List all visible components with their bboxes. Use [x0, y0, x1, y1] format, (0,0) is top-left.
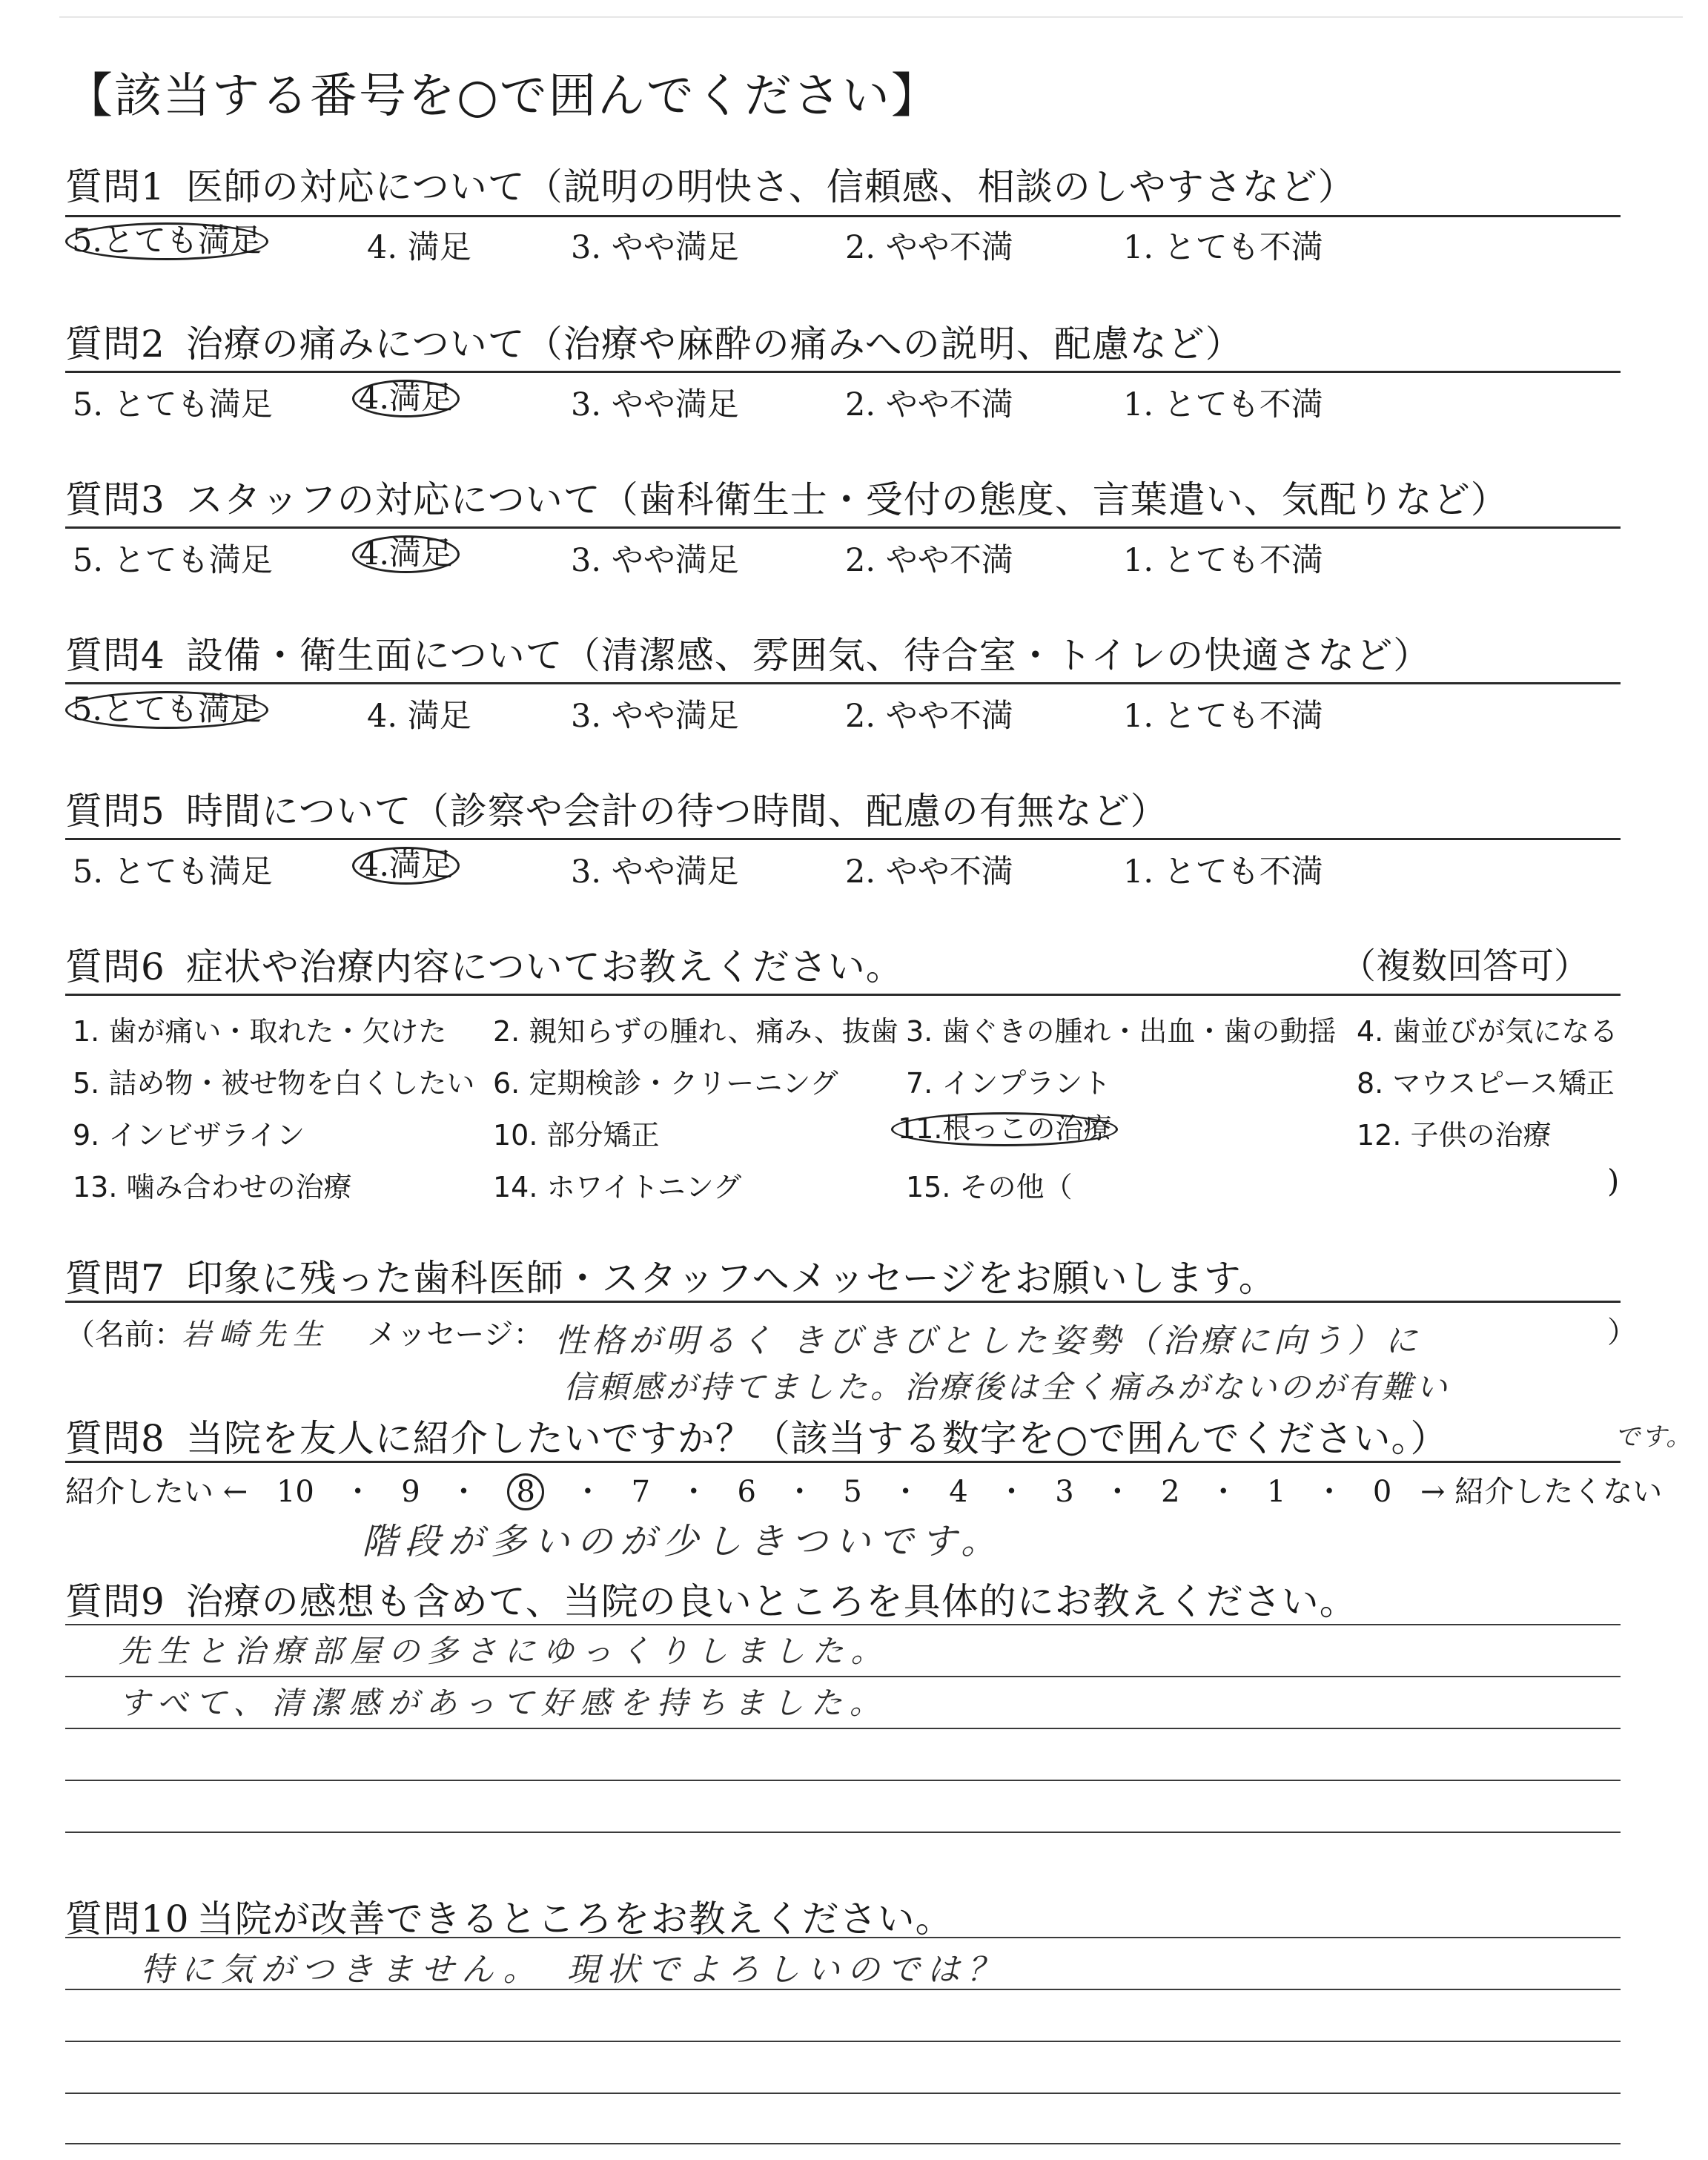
q8-comment-handwritten[interactable]: 階段が多いのが少しきついです。 — [362, 1521, 1004, 1562]
option-1[interactable]: 1. とても不満 — [1123, 853, 1323, 891]
top-border — [59, 16, 1683, 18]
option-2[interactable]: 2. やや不満 — [845, 853, 1013, 891]
option-1[interactable]: 1. とても不満 — [1123, 229, 1323, 266]
message-handwritten-line-3[interactable]: です。 — [1615, 1422, 1693, 1452]
question-number: 質問7 — [65, 1257, 165, 1300]
list-item-selected[interactable] — [898, 1112, 1118, 1146]
option-2[interactable]: 2. やや不満 — [845, 698, 1013, 735]
question-8 — [65, 1409, 1448, 1462]
list-item[interactable]: 8. マウスピース矯正 — [1357, 1067, 1615, 1100]
question-number: 質問8 — [65, 1417, 165, 1460]
list-item[interactable]: 1. 歯が痛い・取れた・欠けた — [73, 1015, 447, 1048]
question-text: 時間について（診察や会計の待つ時間、配慮の有無など） — [185, 790, 1168, 833]
scale-10[interactable]: 10 — [276, 1475, 314, 1509]
option-3[interactable]: 3. やや満足 — [571, 229, 739, 266]
list-item[interactable]: 3. 歯ぐきの腫れ・出血・歯の動揺 — [906, 1015, 1337, 1048]
option-4[interactable]: 4. 満足 — [367, 229, 471, 266]
list-item[interactable]: 6. 定期検診・クリーニング — [493, 1067, 838, 1100]
question-text: 治療の感想も含めて、当院の良いところを具体的にお教えください。 — [185, 1580, 1357, 1623]
scale-3[interactable]: 3 — [1055, 1475, 1074, 1509]
selection-circle: 5.とても満足 — [65, 691, 268, 729]
divider — [65, 994, 1621, 996]
list-item[interactable]: 12. 子供の治療 — [1357, 1119, 1552, 1152]
list-item[interactable]: 7. インプラント — [906, 1067, 1111, 1100]
writing-line — [65, 1937, 1621, 1938]
question-number: 質問2 — [65, 323, 165, 366]
message-label: メッセージ： — [367, 1318, 543, 1352]
question-5 — [65, 782, 1168, 835]
question-text: スタッフの対応について（歯科衛生士・受付の態度、言葉遣い、気配りなど） — [185, 478, 1509, 521]
other-close-paren: ) — [1607, 1163, 1620, 1199]
divider — [65, 526, 1621, 529]
scale-dot: ・ — [996, 1475, 1027, 1509]
option-2[interactable]: 2. やや不満 — [845, 542, 1013, 579]
divider — [65, 215, 1621, 217]
scale-dot: ・ — [1208, 1475, 1239, 1509]
selection-circle: 4.満足 — [352, 535, 460, 573]
writing-line — [65, 1832, 1621, 1833]
scale-dot: ・ — [572, 1475, 603, 1509]
scale-left-label: 紹介したい ← — [65, 1475, 248, 1509]
scale-dot: ・ — [678, 1475, 709, 1509]
list-item[interactable]: 2. 親知らずの腫れ、痛み、抜歯 — [493, 1015, 898, 1048]
option-5[interactable]: 5. とても満足 — [73, 853, 273, 891]
option-1[interactable]: 1. とても不満 — [1123, 542, 1323, 579]
selection-circle: 5.とても満足 — [65, 222, 268, 260]
question-number: 質問1 — [65, 165, 165, 208]
question-7 — [65, 1249, 1277, 1302]
option-5[interactable]: 5. とても満足 — [73, 542, 273, 579]
question-6 — [65, 937, 904, 991]
divider — [65, 371, 1621, 373]
name-handwritten[interactable]: 岩崎先生 — [182, 1318, 330, 1352]
list-item[interactable]: 4. 歯並びが気になる — [1357, 1015, 1618, 1048]
q10-answer-line-1[interactable]: 特に気がつきません。 現状でよろしいのでは？ — [141, 1951, 1007, 1989]
message-close-paren: ） — [1607, 1315, 1637, 1350]
option-5[interactable]: 5. とても満足 — [73, 386, 273, 423]
option-4[interactable] — [360, 380, 460, 417]
question-2 — [65, 314, 1243, 368]
list-item[interactable]: 5. 詰め物・被せ物を白くしたい — [73, 1067, 475, 1100]
divider — [65, 1461, 1621, 1463]
scale-dot: ・ — [784, 1475, 815, 1509]
list-item[interactable]: 15. その他（ — [906, 1171, 1073, 1203]
option-4[interactable] — [360, 535, 460, 573]
option-5[interactable] — [73, 691, 268, 729]
writing-line — [65, 2143, 1621, 2144]
recommend-scale — [65, 1468, 1681, 1510]
scale-dot: ・ — [890, 1475, 921, 1509]
question-number: 質問10 — [65, 1898, 190, 1941]
scale-6[interactable]: 6 — [737, 1475, 756, 1509]
question-text: 治療の痛みについて（治療や麻酔の痛みへの説明、配慮など） — [185, 323, 1243, 366]
scale-4[interactable]: 4 — [949, 1475, 968, 1509]
scale-8-selected[interactable]: 8 — [507, 1473, 544, 1510]
scale-0[interactable]: 0 — [1372, 1475, 1392, 1509]
list-item[interactable]: 14. ホワイトニング — [493, 1171, 742, 1203]
question-text: 医師の対応について（説明の明快さ、信頼感、相談のしやすさなど） — [185, 165, 1356, 208]
writing-line — [65, 1780, 1621, 1781]
option-4[interactable] — [360, 847, 460, 885]
scale-7[interactable]: 7 — [631, 1475, 651, 1509]
q9-answer-line-1[interactable]: 先生と治療部屋の多さにゆっくりしました。 — [119, 1633, 890, 1669]
question-number: 質問9 — [65, 1580, 165, 1623]
question-text: 当院が改善できるところをお教えください。 — [196, 1898, 953, 1941]
divider — [65, 1301, 1621, 1303]
option-5[interactable] — [73, 222, 268, 260]
question-10 — [65, 1889, 953, 1943]
question-3 — [65, 470, 1509, 524]
option-2[interactable]: 2. やや不満 — [845, 229, 1013, 266]
list-item[interactable]: 9. インビザライン — [73, 1119, 305, 1152]
question-text: 当院を友人に紹介したいですか？（該当する数字を○で囲んでください。） — [185, 1417, 1449, 1460]
selection-circle: 4.満足 — [352, 847, 460, 885]
question-4 — [65, 626, 1431, 679]
question-text: 印象に残った歯科医師・スタッフへメッセージをお願いします。 — [185, 1257, 1277, 1300]
scale-dot: ・ — [1102, 1475, 1133, 1509]
writing-line — [65, 1676, 1621, 1677]
scale-dot: ・ — [1314, 1475, 1345, 1509]
question-number: 質問6 — [65, 945, 165, 988]
option-2[interactable]: 2. やや不満 — [845, 386, 1013, 423]
question-1 — [65, 157, 1356, 211]
scale-right-label: → 紹介したくない — [1420, 1475, 1663, 1509]
multiple-answers-note: （複数回答可） — [1340, 945, 1589, 987]
selection-circle: 11.根っこの治療 — [891, 1112, 1118, 1146]
name-label: （名前： — [65, 1318, 184, 1352]
list-item[interactable]: 10. 部分矯正 — [493, 1119, 660, 1152]
scale-1[interactable]: 1 — [1266, 1475, 1286, 1509]
scale-9[interactable]: 9 — [401, 1475, 420, 1509]
question-number: 質問5 — [65, 790, 165, 833]
scale-dot: ・ — [448, 1475, 479, 1509]
option-3[interactable]: 3. やや満足 — [571, 542, 739, 579]
scale-dot: ・ — [342, 1475, 373, 1509]
question-text: 症状や治療内容についてお教えください。 — [185, 945, 904, 988]
option-3[interactable]: 3. やや満足 — [571, 386, 739, 423]
divider — [65, 682, 1621, 684]
divider — [65, 838, 1621, 840]
list-item[interactable]: 13. 噛み合わせの治療 — [73, 1171, 352, 1203]
writing-line — [65, 2093, 1621, 2094]
selection-circle: 4.満足 — [352, 380, 460, 417]
option-1[interactable]: 1. とても不満 — [1123, 698, 1323, 735]
writing-line — [65, 1624, 1621, 1625]
question-number: 質問4 — [65, 634, 165, 677]
writing-line — [65, 1989, 1621, 1990]
option-3[interactable]: 3. やや満足 — [571, 853, 739, 891]
message-handwritten-line-2[interactable]: 信頼感が持てました。治療後は全く痛みがないのが有難い — [563, 1369, 1451, 1405]
option-3[interactable]: 3. やや満足 — [571, 698, 739, 735]
question-number: 質問3 — [65, 478, 165, 521]
q9-answer-line-2[interactable]: すべて、清潔感があって好感を持ちました。 — [119, 1685, 888, 1721]
question-text: 設備・衛生面について（清潔感、雰囲気、待合室・トイレの快適さなど） — [185, 634, 1431, 677]
writing-line — [65, 1728, 1621, 1729]
option-1[interactable]: 1. とても不満 — [1123, 386, 1323, 423]
option-4[interactable]: 4. 満足 — [367, 698, 471, 735]
message-handwritten-line-1[interactable]: 性格が明るく きびきびとした姿勢（治療に向う）に — [555, 1322, 1422, 1360]
writing-line — [65, 2041, 1621, 2042]
scale-2[interactable]: 2 — [1161, 1475, 1180, 1509]
page-title: 【該当する番号を○で囲んでください】 — [65, 69, 940, 124]
question-9 — [65, 1572, 1357, 1625]
scale-5[interactable]: 5 — [843, 1475, 862, 1509]
